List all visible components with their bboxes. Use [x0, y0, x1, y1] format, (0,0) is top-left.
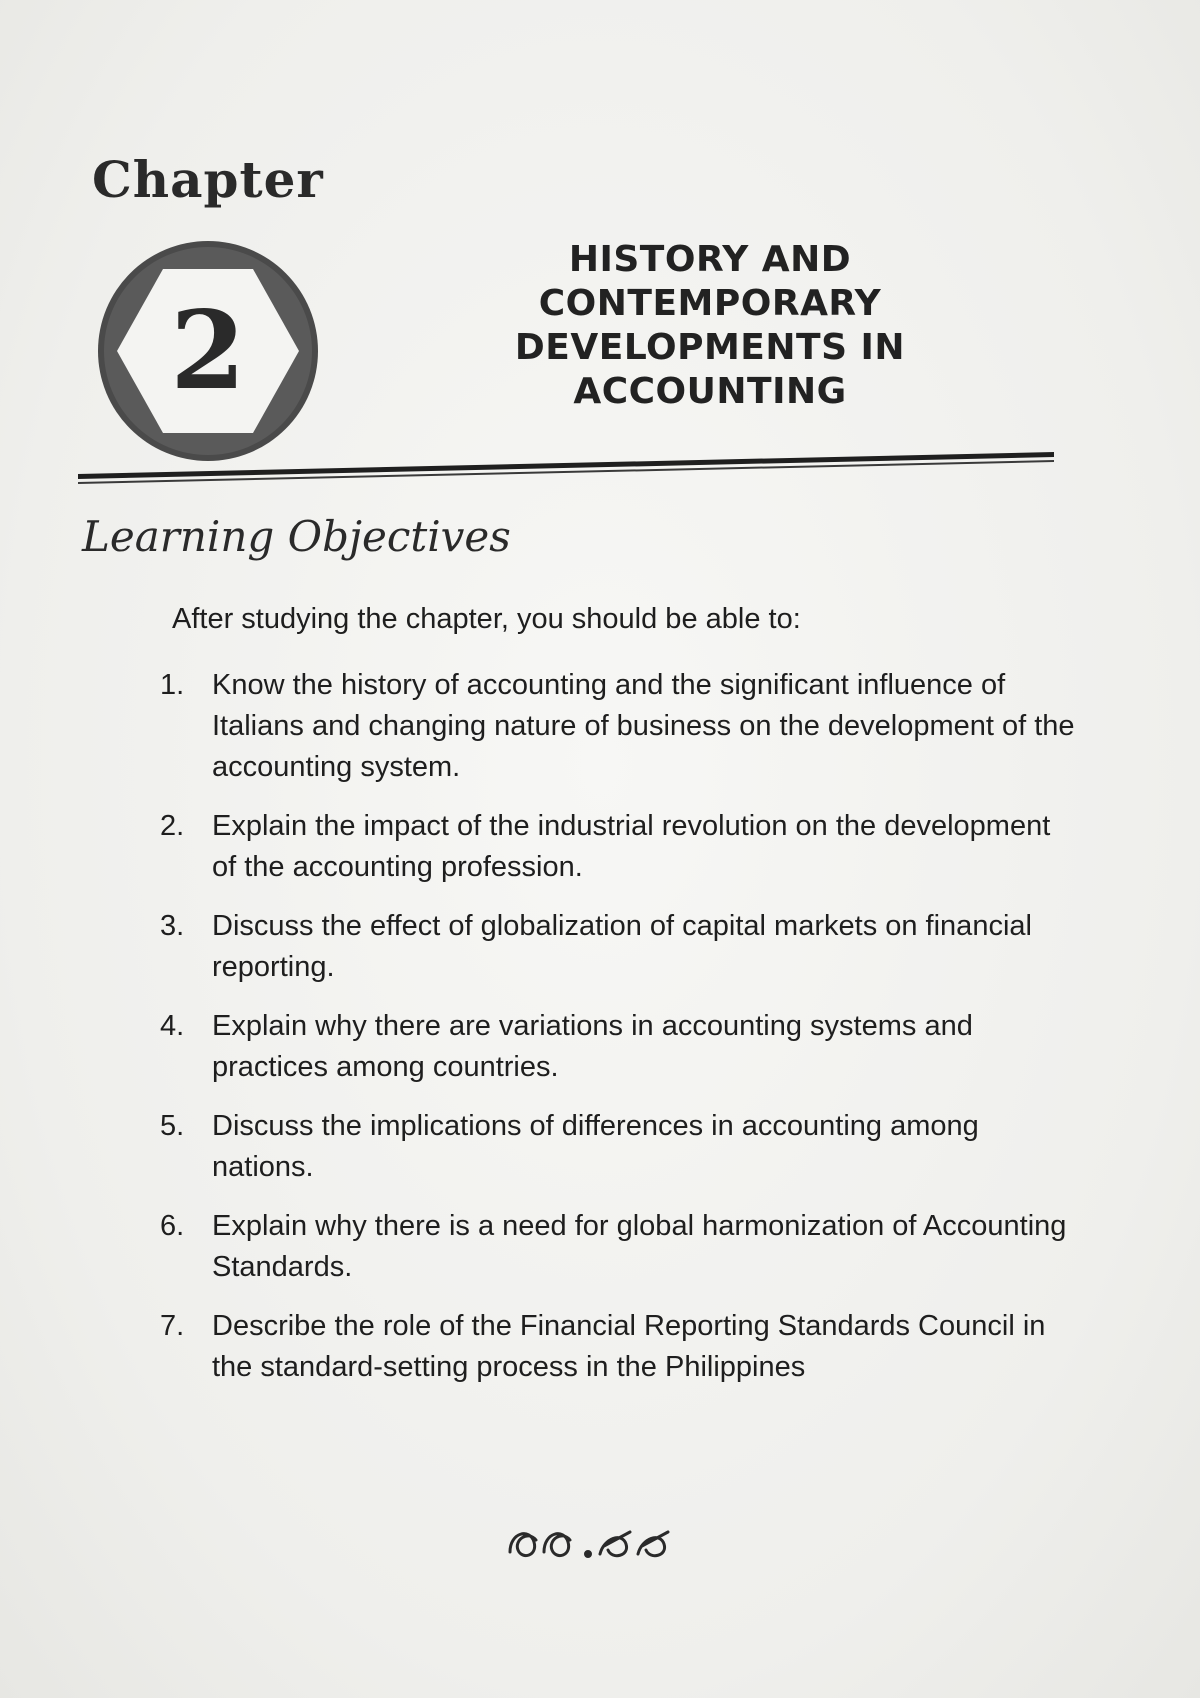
- list-item-text: Discuss the effect of globalization of capital markets on financial reporting.: [212, 910, 1032, 983]
- decorative-flourish-icon: [500, 1510, 680, 1570]
- title-divider: [78, 448, 1054, 488]
- list-item: [160, 1206, 1090, 1288]
- list-item: [160, 906, 1090, 988]
- list-item-number: 7.: [160, 1310, 185, 1342]
- list-item: [160, 1006, 1090, 1088]
- chapter-title: [450, 238, 970, 414]
- list-item-number: 4.: [160, 1010, 185, 1042]
- list-item-number: 2.: [160, 810, 185, 842]
- chapter-number: 2: [170, 288, 246, 414]
- list-item-text: Know the history of accounting and the significant influence of Italians and changing nature of business on the development of the accounting system.: [212, 669, 1075, 783]
- list-item-text: Explain the impact of the industrial revolution on the development of the accounting profession.: [212, 810, 1051, 883]
- chapter-title-line: CONTEMPORARY: [538, 283, 882, 324]
- learning-objectives-heading: Learning Objectives: [82, 512, 511, 561]
- list-item-text: Explain why there are variations in accounting systems and practices among countries.: [212, 1010, 973, 1083]
- list-item-number: 6.: [160, 1210, 185, 1242]
- list-item-text: Explain why there is a need for global harmonization of Accounting Standards.: [212, 1210, 1067, 1283]
- chapter-number-badge: [95, 238, 321, 464]
- chapter-label: Chapter: [92, 150, 324, 209]
- hexagon-badge-icon: [95, 238, 321, 464]
- chapter-title-line: ACCOUNTING: [573, 371, 847, 412]
- list-item: [160, 1106, 1090, 1188]
- list-item: [160, 665, 1090, 788]
- list-item-number: 5.: [160, 1110, 185, 1142]
- list-item: [160, 1306, 1090, 1388]
- objectives-intro: After studying the chapter, you should be able to:: [172, 603, 801, 635]
- list-item-text: Describe the role of the Financial Reporting Standards Council in the standard-setting process in the Philippines: [212, 1310, 1046, 1383]
- objectives-list: [160, 665, 1090, 1406]
- list-item-number: 3.: [160, 910, 185, 942]
- chapter-title-line: HISTORY AND: [568, 239, 852, 280]
- list-item-text: Discuss the implications of differences in accounting among nations.: [212, 1110, 979, 1183]
- list-item-number: 1.: [160, 669, 185, 701]
- chapter-title-line: DEVELOPMENTS IN: [514, 327, 906, 368]
- list-item: [160, 806, 1090, 888]
